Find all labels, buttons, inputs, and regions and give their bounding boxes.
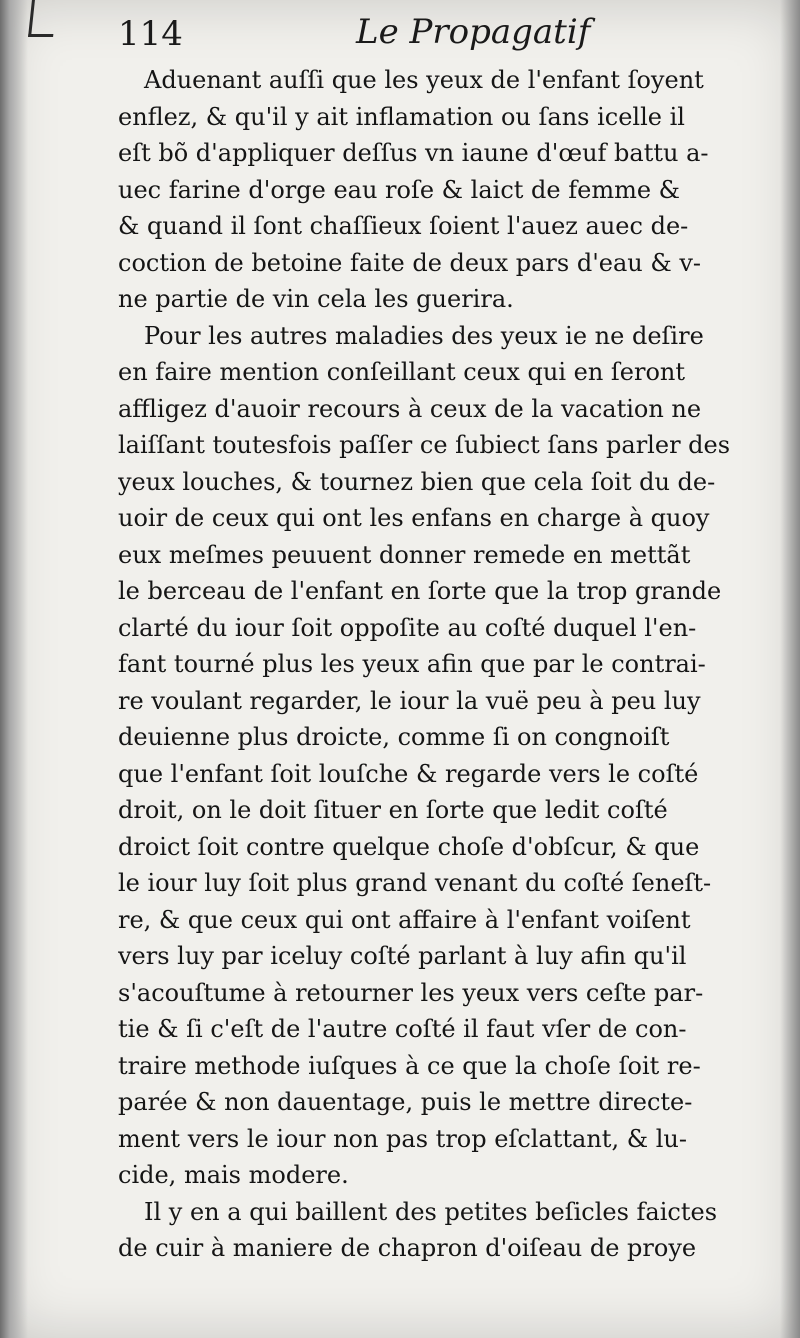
page-number: 114 <box>118 14 183 54</box>
text-line: affligez d'auoir recours à ceux de la vacation ne <box>118 394 702 423</box>
corner-bracket-mark <box>28 0 57 37</box>
text-line: uec farine d'orge eau roſe & laict de femme & <box>118 175 681 204</box>
text-line: le iour luy ſoit plus grand venant du coſté ſeneſt- <box>118 869 712 897</box>
text-line: & quand il ſont chaſſieux ſoient l'auez auec de- <box>118 212 689 240</box>
text-line: traire methode iuſques à ce que la choſe ſoit re- <box>118 1051 701 1080</box>
text-line: s'acouſtume à retourner les yeux vers ceſte par- <box>118 978 704 1007</box>
text-line: droict ſoit contre quelque choſe d'obſcur, & que <box>118 832 700 861</box>
text-line: Pour les autres maladies des yeux ie ne deſire <box>144 321 704 350</box>
text-line: laiſſant toutesfois paſſer ce ſubiect ſans parler des <box>118 431 731 459</box>
paragraph-2 <box>118 318 758 1194</box>
text-line: deuienne plus droicte, comme ſi on congnoiſt <box>118 723 670 751</box>
page-gutter-shadow <box>0 0 28 1338</box>
text-line: ne partie de vin cela les guerira. <box>118 285 514 313</box>
running-title: Le Propagatif <box>356 12 591 52</box>
text-line: droit, on le doit ſituer en ſorte que ledit coſté <box>118 796 668 824</box>
text-line: Il y en a qui baillent des petites beſicles faictes <box>144 1197 718 1226</box>
text-line: fant tourné plus les yeux afin que par le contrai- <box>118 650 706 678</box>
text-line: re, & que ceux qui ont affaire à l'enfant voiſent <box>118 905 691 934</box>
paragraph-1 <box>118 62 758 318</box>
text-line: eſt bõ d'appliquer deſſus vn iaune d'œuf battu a- <box>118 139 709 167</box>
text-line: Aduenant auſſi que les yeux de l'enfant ſoyent <box>144 66 704 94</box>
text-line: parée & non dauentage, puis le mettre directe- <box>118 1088 693 1116</box>
text-line: tie & ſi c'eſt de l'autre coſté il faut vſer de con- <box>118 1015 687 1043</box>
text-line: que l'enfant ſoit louſche & regarde vers le coſté <box>118 759 699 788</box>
text-line: le berceau de l'enfant en ſorte que la trop grande <box>118 577 722 605</box>
text-line: re voulant regarder, le iour la vuë peu à peu luy <box>118 686 701 715</box>
text-line: vers luy par iceluy coſté parlant à luy afin qu'il <box>118 942 687 970</box>
body-text <box>118 62 758 1267</box>
text-line: en faire mention conſeillant ceux qui en ſeront <box>118 358 686 386</box>
text-line: clarté du iour ſoit oppoſite au coſté duquel l'en- <box>118 613 697 642</box>
page-edge-shadow <box>780 0 800 1338</box>
text-line: enflez, & qu'il y ait inflamation ou ſans icelle il <box>118 102 685 131</box>
text-line: de cuir à maniere de chapron d'oiſeau de proye <box>118 1234 697 1262</box>
text-line: coction de betoine faite de deux pars d'eau & v- <box>118 248 702 277</box>
paragraph-3 <box>118 1194 758 1267</box>
text-line: eux meſmes peuuent donner remede en mettãt <box>118 540 691 569</box>
text-line: cide, mais modere. <box>118 1161 349 1189</box>
text-line: uoir de ceux qui ont les enfans en charge à quoy <box>118 504 710 532</box>
running-head <box>118 8 618 60</box>
text-line: ment vers le iour non pas trop eſclattant, & lu- <box>118 1124 687 1153</box>
text-line: yeux louches, & tournez bien que cela ſoit du de- <box>118 467 716 496</box>
